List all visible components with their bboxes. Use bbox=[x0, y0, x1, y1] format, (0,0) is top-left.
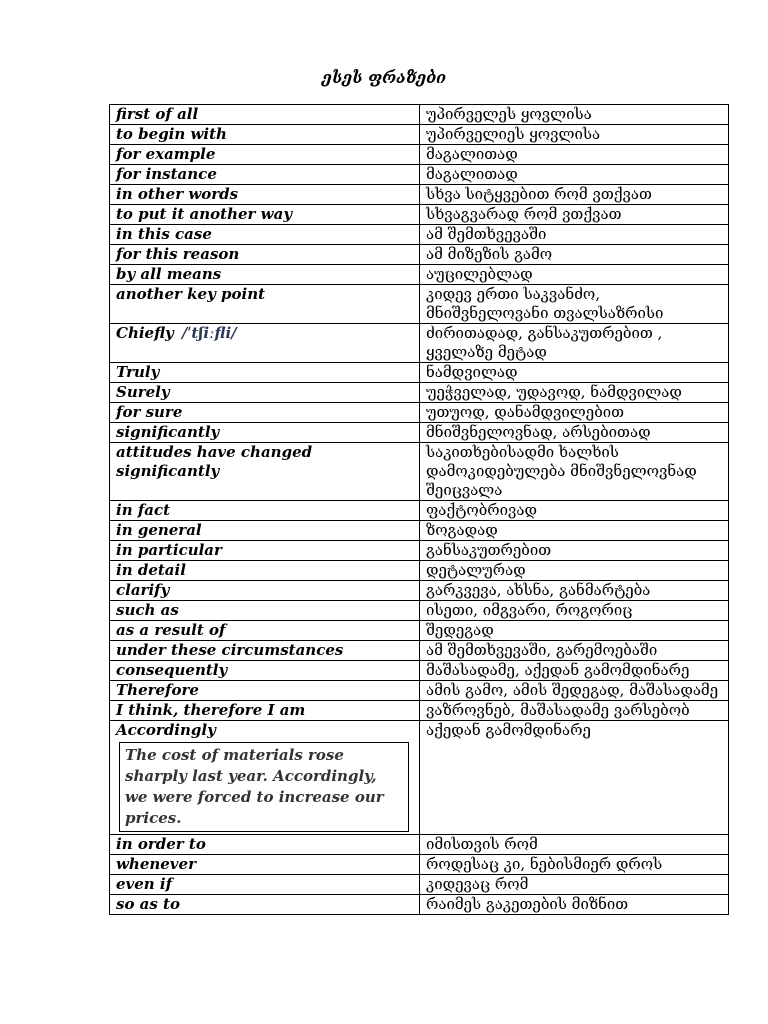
georgian-translation: იმისთვის რომ bbox=[426, 835, 538, 853]
phonetic-transcription: /ˈtʃiːfli/ bbox=[181, 324, 237, 342]
english-phrase-cell bbox=[110, 581, 420, 601]
georgian-translation: ამ შემთხვევაში, გარემოებაში bbox=[426, 641, 658, 659]
georgian-translation: კიდევ ერთი საკვანძო, მნიშვნელოვანი თვალსაზრისი bbox=[426, 285, 664, 322]
table-row bbox=[110, 875, 729, 895]
georgian-translation-cell bbox=[420, 145, 729, 165]
english-phrase: by all means bbox=[116, 265, 222, 283]
georgian-translation: დეტალურად bbox=[426, 561, 526, 579]
table-row bbox=[110, 501, 729, 521]
english-phrase-cell bbox=[110, 541, 420, 561]
georgian-translation-cell bbox=[420, 581, 729, 601]
english-phrase: for example bbox=[116, 145, 216, 163]
georgian-translation: უთუოდ, დანამდვილებით bbox=[426, 403, 625, 421]
georgian-translation-cell bbox=[420, 895, 729, 915]
georgian-translation: რაიმეს გაკეთების მიზნით bbox=[426, 895, 629, 913]
english-phrase: Therefore bbox=[116, 681, 199, 699]
english-phrase: in this case bbox=[116, 225, 212, 243]
english-phrase: Accordingly bbox=[116, 721, 216, 739]
georgian-translation: მაშასადამე, აქედან გამომდინარე bbox=[426, 661, 690, 679]
english-phrase-cell bbox=[110, 285, 420, 324]
english-phrase: significantly bbox=[116, 423, 220, 441]
english-phrase: for instance bbox=[116, 165, 217, 183]
georgian-translation: ნამდვილად bbox=[426, 363, 518, 381]
georgian-translation-cell bbox=[420, 285, 729, 324]
english-phrase: in fact bbox=[116, 501, 171, 519]
english-phrase: in detail bbox=[116, 561, 186, 579]
table-row bbox=[110, 245, 729, 265]
table-row bbox=[110, 561, 729, 581]
georgian-translation: გარკვევა, ახსნა, განმარტება bbox=[426, 581, 651, 599]
georgian-translation-cell bbox=[420, 541, 729, 561]
english-phrase-cell bbox=[110, 245, 420, 265]
georgian-translation: სხვაგვარად რომ ვთქვათ bbox=[426, 205, 622, 223]
english-phrase-cell bbox=[110, 521, 420, 541]
georgian-translation-cell bbox=[420, 701, 729, 721]
georgian-translation: ისეთი, იმგვარი, როგორიც bbox=[426, 601, 633, 619]
english-phrase-cell bbox=[110, 363, 420, 383]
georgian-translation: საკითხებისადმი ხალხის დამოკიდებულება მნიშვნელოვნად შეიცვალა bbox=[426, 443, 697, 499]
georgian-translation: შედეგად bbox=[426, 621, 494, 639]
table-row bbox=[110, 324, 729, 363]
georgian-translation-cell bbox=[420, 501, 729, 521]
table-row bbox=[110, 285, 729, 324]
georgian-translation-cell bbox=[420, 641, 729, 661]
table-row bbox=[110, 541, 729, 561]
english-phrase-cell bbox=[110, 621, 420, 641]
english-phrase-cell bbox=[110, 875, 420, 895]
georgian-translation-cell bbox=[420, 205, 729, 225]
english-phrase-cell bbox=[110, 443, 420, 501]
english-phrase: I think, therefore I am bbox=[116, 701, 306, 719]
english-phrase-cell bbox=[110, 185, 420, 205]
georgian-translation-cell bbox=[420, 621, 729, 641]
english-phrase: attitudes have changed significantly bbox=[116, 443, 313, 480]
georgian-translation-cell bbox=[420, 855, 729, 875]
table-row bbox=[110, 145, 729, 165]
table-row bbox=[110, 641, 729, 661]
georgian-translation: უეჭველად, უდავოდ, ნამდვილად bbox=[426, 383, 682, 401]
georgian-translation: როდესაც კი, ნებისმიერ დროს bbox=[426, 855, 663, 873]
english-phrase-cell bbox=[110, 145, 420, 165]
english-phrase: for sure bbox=[116, 403, 183, 421]
english-phrase-cell bbox=[110, 265, 420, 285]
english-phrase: another key point bbox=[116, 285, 266, 303]
english-phrase-cell bbox=[110, 681, 420, 701]
georgian-translation: მნიშვნელოვნად, არსებითად bbox=[426, 423, 651, 441]
english-phrase: Surely bbox=[116, 383, 170, 401]
english-phrase: whenever bbox=[116, 855, 196, 873]
english-phrase-cell bbox=[110, 895, 420, 915]
english-phrase-cell bbox=[110, 561, 420, 581]
english-phrase: so as to bbox=[116, 895, 180, 913]
georgian-translation: კიდევაც რომ bbox=[426, 875, 529, 893]
table-row bbox=[110, 363, 729, 383]
english-phrase-cell bbox=[110, 403, 420, 423]
georgian-translation: ძირითადად, განსაკუთრებით , ყველაზე მეტად bbox=[426, 324, 663, 361]
phrase-table bbox=[109, 104, 729, 915]
georgian-translation-cell bbox=[420, 561, 729, 581]
georgian-translation-cell bbox=[420, 521, 729, 541]
english-phrase-cell bbox=[110, 205, 420, 225]
english-phrase: consequently bbox=[116, 661, 228, 679]
georgian-translation-cell bbox=[420, 383, 729, 403]
georgian-translation: ამის გამო, ამის შედეგად, მაშასადამე bbox=[426, 681, 719, 699]
english-phrase: as a result of bbox=[116, 621, 226, 639]
georgian-translation-cell bbox=[420, 105, 729, 125]
english-phrase-cell bbox=[110, 165, 420, 185]
georgian-translation-cell bbox=[420, 875, 729, 895]
georgian-translation: უპირველეს ყოვლისა bbox=[426, 105, 592, 123]
table-row bbox=[110, 835, 729, 855]
english-phrase: for this reason bbox=[116, 245, 240, 263]
english-phrase: clarify bbox=[116, 581, 170, 599]
georgian-translation-cell bbox=[420, 324, 729, 363]
table-row bbox=[110, 601, 729, 621]
georgian-translation-cell bbox=[420, 835, 729, 855]
georgian-translation-cell bbox=[420, 125, 729, 145]
georgian-translation-cell bbox=[420, 245, 729, 265]
table-row bbox=[110, 855, 729, 875]
english-phrase-cell bbox=[110, 601, 420, 621]
english-phrase: under these circumstances bbox=[116, 641, 344, 659]
table-row bbox=[110, 265, 729, 285]
georgian-translation: აუცილებლად bbox=[426, 265, 533, 283]
georgian-translation: მაგალითად bbox=[426, 145, 518, 163]
table-row bbox=[110, 383, 729, 403]
english-phrase: Truly bbox=[116, 363, 160, 381]
table-row bbox=[110, 225, 729, 245]
table-row bbox=[110, 165, 729, 185]
example-sentence-box: The cost of materials rose sharply last year. Accordingly, we were forced to increase our prices. bbox=[119, 742, 409, 832]
georgian-translation: ვაზროვნებ, მაშასადამე ვარსებობ bbox=[426, 701, 690, 719]
georgian-translation: ზოგადად bbox=[426, 521, 498, 539]
georgian-translation: სხვა სიტყვებით რომ ვთქვათ bbox=[426, 185, 652, 203]
georgian-translation-cell bbox=[420, 363, 729, 383]
georgian-translation-cell bbox=[420, 721, 729, 835]
english-phrase: in particular bbox=[116, 541, 222, 559]
table-row bbox=[110, 205, 729, 225]
phrase-table-body bbox=[110, 105, 729, 915]
georgian-translation-cell bbox=[420, 265, 729, 285]
table-row bbox=[110, 581, 729, 601]
georgian-translation-cell bbox=[420, 185, 729, 205]
english-phrase-cell bbox=[110, 701, 420, 721]
english-phrase-cell bbox=[110, 835, 420, 855]
table-row bbox=[110, 701, 729, 721]
english-phrase-cell bbox=[110, 125, 420, 145]
georgian-translation-cell bbox=[420, 403, 729, 423]
page-title: ესეს ფრაზები bbox=[321, 68, 446, 87]
english-phrase: first of all bbox=[116, 105, 199, 123]
georgian-translation: განსაკუთრებით bbox=[426, 541, 552, 559]
table-row bbox=[110, 681, 729, 701]
english-phrase-cell bbox=[110, 225, 420, 245]
table-row bbox=[110, 895, 729, 915]
table-row bbox=[110, 621, 729, 641]
georgian-translation-cell bbox=[420, 225, 729, 245]
english-phrase-cell bbox=[110, 855, 420, 875]
georgian-translation: მაგალითად bbox=[426, 165, 518, 183]
georgian-translation: ამ შემთხვევაში bbox=[426, 225, 547, 243]
english-phrase: in other words bbox=[116, 185, 239, 203]
table-row bbox=[110, 721, 729, 835]
english-phrase-cell bbox=[110, 423, 420, 443]
english-phrase-cell bbox=[110, 661, 420, 681]
table-row bbox=[110, 185, 729, 205]
georgian-translation: უპირველიეს ყოვლისა bbox=[426, 125, 601, 143]
english-phrase-cell bbox=[110, 641, 420, 661]
table-row bbox=[110, 423, 729, 443]
table-row bbox=[110, 125, 729, 145]
english-phrase: even if bbox=[116, 875, 173, 893]
english-phrase: Chiefly bbox=[116, 324, 174, 342]
english-phrase-cell bbox=[110, 105, 420, 125]
georgian-translation-cell bbox=[420, 165, 729, 185]
english-phrase-cell bbox=[110, 721, 420, 835]
georgian-translation-cell bbox=[420, 423, 729, 443]
english-phrase-cell bbox=[110, 501, 420, 521]
english-phrase: such as bbox=[116, 601, 179, 619]
table-row bbox=[110, 521, 729, 541]
georgian-translation: აქედან გამომდინარე bbox=[426, 721, 591, 739]
georgian-translation-cell bbox=[420, 601, 729, 621]
georgian-translation: ფაქტობრივად bbox=[426, 501, 537, 519]
georgian-translation-cell bbox=[420, 681, 729, 701]
table-row bbox=[110, 105, 729, 125]
georgian-translation: ამ მიზეზის გამო bbox=[426, 245, 553, 263]
georgian-translation-cell bbox=[420, 443, 729, 501]
english-phrase: to put it another way bbox=[116, 205, 293, 223]
table-row bbox=[110, 443, 729, 501]
english-phrase: in general bbox=[116, 521, 202, 539]
english-phrase: in order to bbox=[116, 835, 206, 853]
english-phrase-cell bbox=[110, 324, 420, 363]
georgian-translation-cell bbox=[420, 661, 729, 681]
table-row bbox=[110, 661, 729, 681]
table-row bbox=[110, 403, 729, 423]
english-phrase-cell bbox=[110, 383, 420, 403]
english-phrase: to begin with bbox=[116, 125, 227, 143]
